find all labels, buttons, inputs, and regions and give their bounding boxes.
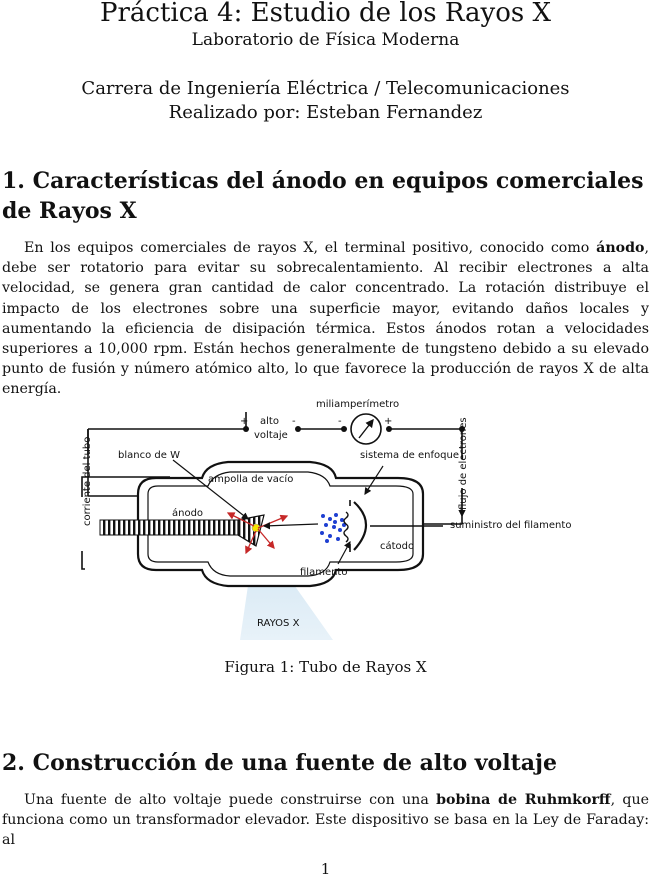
label-flujo-de-electrones: flujo de electrones bbox=[458, 417, 469, 510]
paragraph-text: En los equipos comerciales de rayos X, el terminal positivo, conocido como bbox=[24, 240, 597, 256]
label-filamento: filamento bbox=[300, 567, 348, 578]
label-minus-left: - bbox=[292, 416, 296, 427]
section-1-heading: 1. Características del ánodo en equipos comerciales de Rayos X bbox=[2, 168, 644, 224]
label-blanco-de-w: blanco de W bbox=[118, 450, 180, 461]
terminal-dot bbox=[295, 426, 301, 432]
bold-term-anodo: ánodo bbox=[596, 240, 645, 256]
xray-tube-figure bbox=[78, 394, 578, 644]
paragraph-text: , que funciona como un transformador elevador. Este dispositivo se basa en la Ley de Faraday: al bbox=[2, 792, 649, 849]
page-number: 1 bbox=[320, 860, 331, 878]
label-plus-left: + bbox=[240, 416, 249, 427]
document-title: Práctica 4: Estudio de los Rayos X bbox=[99, 0, 552, 28]
xray-tube-diagram bbox=[78, 394, 578, 644]
label-rayos-x: RAYOS X bbox=[257, 618, 300, 629]
section-1-paragraph bbox=[2, 238, 649, 400]
label-alto: alto bbox=[260, 416, 279, 427]
label-minus-right: - bbox=[338, 416, 342, 427]
author-line: Realizado por: Esteban Fernandez bbox=[168, 102, 483, 123]
terminal-dot bbox=[341, 426, 347, 432]
career-line: Carrera de Ingeniería Eléctrica / Telecomunicaciones bbox=[81, 78, 570, 99]
label-voltaje: voltaje bbox=[254, 430, 288, 441]
document-subtitle: Laboratorio de Física Moderna bbox=[191, 30, 460, 50]
anode-shaft bbox=[100, 520, 245, 535]
paragraph-text: , debe ser rotatorio para evitar su sobrecalentamiento. Al recibir electrones a alta velocidad, se genera gran cantidad de calor concentrado. La rotación distribuye el impacto de los electrones sobre una superficie mayor, evitando daños locales y aumentando la eficiencia de disipación térmica. Estos ánodos rotan a velocidades superiores a 10,000 rpm. Están hechos generalmente de tungsteno debido a su elevado punto de fusión y número atómico alto, lo que favorece la producción de rayos X de alta energía. bbox=[2, 240, 649, 398]
label-catodo: cátodo bbox=[380, 541, 415, 552]
label-sistema-de-enfoque: sistema de enfoque bbox=[360, 450, 459, 461]
label-anodo: ánodo bbox=[172, 508, 204, 519]
label-ampolla-de-vacio: ampolla de vacío bbox=[208, 474, 294, 485]
label-plus-right: + bbox=[384, 416, 393, 427]
label-corriente-del-tubo: corriente del tubo bbox=[82, 436, 93, 526]
paragraph-text: Una fuente de alto voltaje puede construirse con una bbox=[24, 792, 437, 808]
section-2-heading: 2. Construcción de una fuente de alto voltaje bbox=[2, 750, 557, 776]
section-2-paragraph bbox=[2, 790, 649, 849]
label-suministro-del-filamento: suministro del filamento bbox=[450, 520, 572, 531]
label-miliamperimetro: miliamperímetro bbox=[316, 399, 400, 410]
figure-caption: Figura 1: Tubo de Rayos X bbox=[224, 658, 427, 676]
bold-term-ruhmkorff: bobina de Ruhmkorff bbox=[436, 792, 611, 808]
